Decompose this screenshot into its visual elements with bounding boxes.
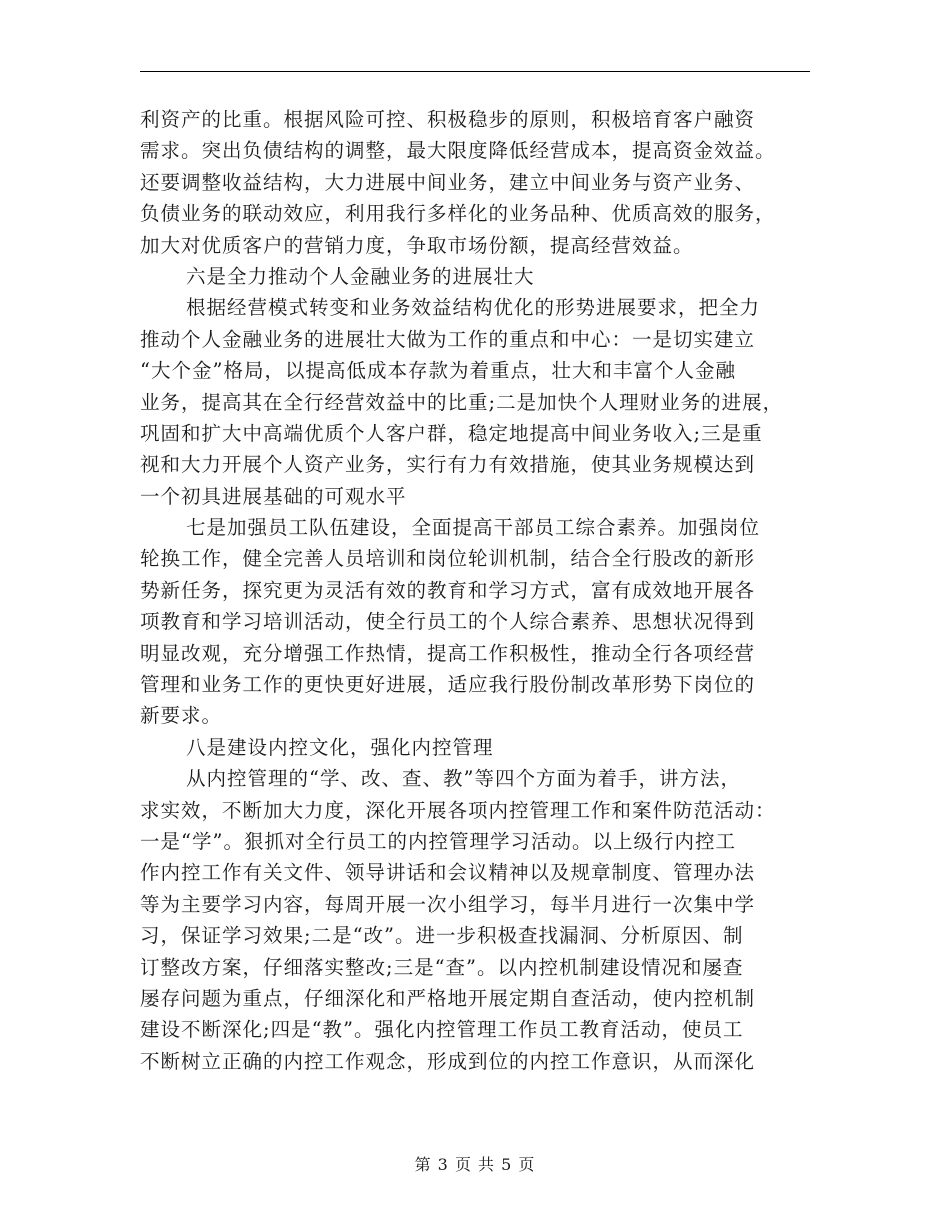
- text-line: 轮换工作，健全完善人员培训和岗位轮训机制，结合全行股改的新形: [140, 547, 756, 571]
- text-line: 项教育和学习培训活动，使全行员工的个人综合素养、思想状况得到: [140, 610, 756, 634]
- text-line: 业务，提高其在全行经营效益中的比重;二是加快个人理财业务的进展，: [140, 390, 784, 414]
- text-line: “大个金”格局，以提高低成本存款为着重点，壮大和丰富个人金融: [140, 359, 736, 383]
- text-line: 负债业务的联动效应，利用我行多样化的业务品种、优质高效的服务，: [140, 202, 776, 226]
- paragraph-first-line: 七是加强员工队伍建设，全面提高干部员工综合素养。加强岗位: [186, 516, 761, 540]
- text-line: 还要调整收益结构，大力进展中间业务，建立中间业务与资产业务、: [140, 170, 756, 194]
- header-rule: [140, 71, 810, 72]
- text-line: 等为主要学习内容，每周开展一次小组学习，每半月进行一次集中学: [140, 892, 756, 916]
- text-line: 一个初具进展基础的可观水平: [140, 484, 407, 508]
- page-footer: 第 3 页 共 5 页: [414, 1155, 536, 1174]
- paragraph-first-line: 从内控管理的“学、改、查、教”等四个方面为着手，讲方法，: [186, 767, 741, 791]
- text-line: 一是“学”。狠抓对全行员工的内控管理学习活动。以上级行内控工: [140, 829, 736, 853]
- text-line: 明显改观，充分增强工作热情，提高工作积极性，推动全行各项经营: [140, 641, 756, 665]
- text-line: 视和大力开展个人资产业务，实行有力有效措施，使其业务规模达到: [140, 453, 756, 477]
- text-line: 利资产的比重。根据风险可控、积极稳步的原则，积极培育客户融资: [140, 108, 756, 131]
- text-line: 需求。突出负债结构的调整，最大限度降低经营成本，提高资金效益。: [140, 139, 776, 163]
- text-line: 新要求。: [140, 704, 223, 728]
- text-line: 作内控工作有关文件、领导讲话和会议精神以及规章制度、管理办法: [140, 861, 756, 885]
- paragraph-first-line: 根据经营模式转变和业务效益结构优化的形势进展要求，把全力: [186, 296, 761, 320]
- text-line: 巩固和扩大中高端优质个人客户群，稳定地提高中间业务收入;三是重: [140, 421, 763, 445]
- text-line: 管理和业务工作的更快更好进展，适应我行股份制改革形势下岗位的: [140, 673, 756, 697]
- text-line: 加大对优质客户的营销力度，争取市场份额，提高经营效益。: [140, 233, 694, 257]
- document-body: [140, 104, 812, 1077]
- text-line: 屡存问题为重点，仔细深化和严格地开展定期自查活动，使内控机制: [140, 986, 756, 1010]
- text-line: 推动个人金融业务的进展壮大做为工作的重点和中心：一是切实建立: [140, 327, 756, 351]
- text-line: 不断树立正确的内控工作观念，形成到位的内控工作意识，从而深化: [140, 1049, 756, 1073]
- text-line: 建设不断深化;四是“教”。强化内控管理工作员工教育活动，使员工: [140, 1018, 744, 1042]
- text-line: 求实效，不断加大力度，深化开展各项内控管理工作和案件防范活动：: [140, 798, 776, 822]
- paragraph-first-line: 六是全力推动个人金融业务的进展壮大: [186, 264, 535, 288]
- text-line: 习，保证学习效果;二是“改”。进一步积极查找漏洞、分析原因、制: [140, 924, 744, 948]
- paragraph-first-line: 八是建设内控文化，强化内控管理: [186, 735, 494, 759]
- text-line: 势新任务，探究更为灵活有效的教育和学习方式，富有成效地开展各: [140, 578, 756, 602]
- text-line: 订整改方案，仔细落实整改;三是“查”。以内控机制建设情况和屡查: [140, 955, 744, 979]
